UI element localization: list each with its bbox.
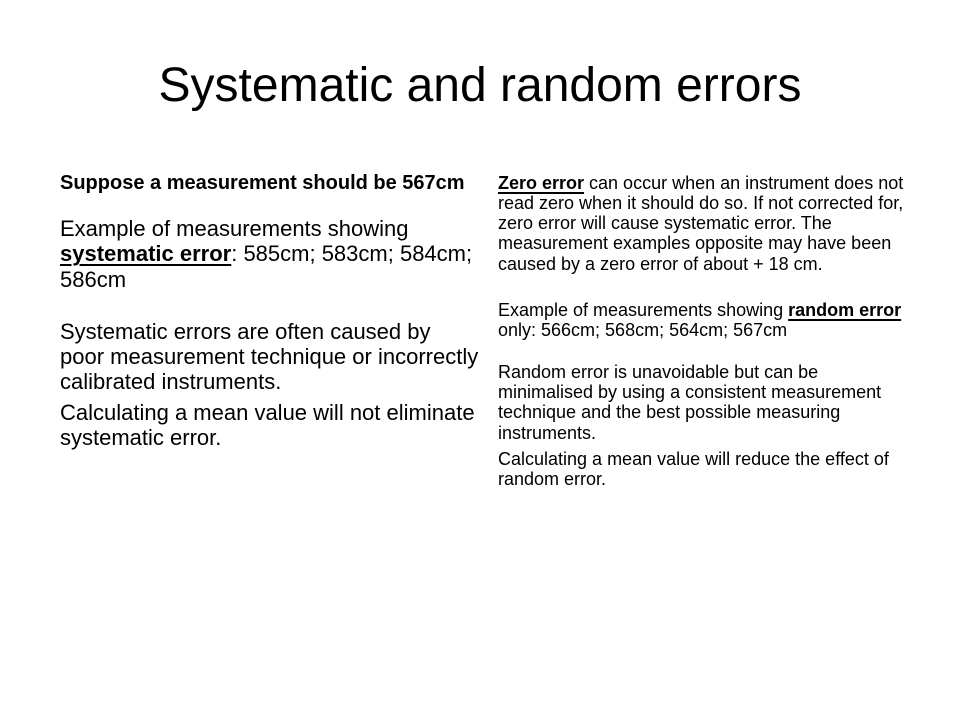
random-error-unavoidable: Random error is unavoidable but can be minimalised by using a consistent measurement technique and the best possible measuring instruments. xyxy=(498,362,882,443)
slide-title: Systematic and random errors xyxy=(158,59,802,112)
systematic-error-term: systematic error xyxy=(60,241,232,267)
random-error-example xyxy=(498,300,918,340)
zero-error-description: can occur when an instrument does not read zero when it should do so. If not corrected for, zero error will cause systematic error. The measurement examples opposite may have been caused by a zero error of about + 18 cm. xyxy=(498,173,904,274)
random-example-values: only: 566cm; 568cm; 564cm; 567cm xyxy=(498,319,788,340)
random-error-term: random error xyxy=(788,299,902,320)
systematic-error-causes: Systematic errors are often caused by poor measurement technique or incorrectly calibrated instruments. xyxy=(60,318,479,394)
measurement-intro: Suppose a measurement should be 567cm xyxy=(60,172,465,194)
random-error-mean-note: Calculating a mean value will reduce the effect of random error. xyxy=(498,448,889,489)
random-example-lead: Example of measurements showing xyxy=(498,299,789,320)
right-column xyxy=(498,173,918,489)
systematic-example-lead: Example of measurements showing xyxy=(60,216,409,242)
left-column xyxy=(60,172,480,450)
systematic-example-values: : 585cm; 583cm; 584cm; 586cm xyxy=(60,241,473,292)
zero-error-paragraph xyxy=(498,173,918,274)
systematic-error-example xyxy=(60,216,480,291)
systematic-error-mean-note: Calculating a mean value will not eliminate systematic error. xyxy=(60,399,475,450)
zero-error-term: Zero error xyxy=(498,173,585,193)
